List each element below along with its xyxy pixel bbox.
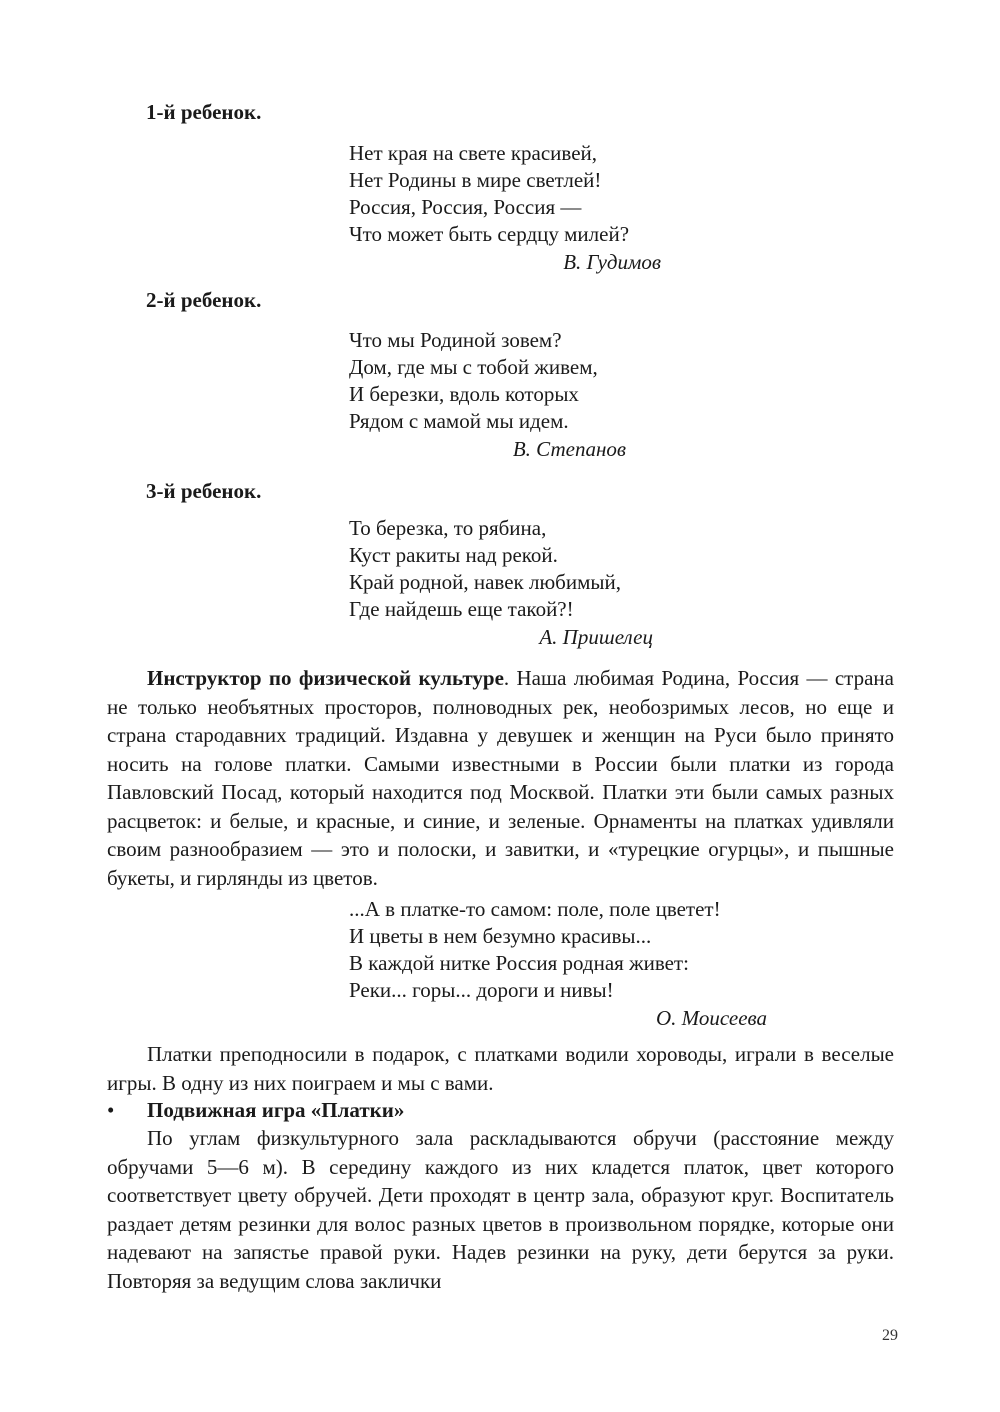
- speaker-label-1: 1-й ребенок.: [146, 100, 262, 124]
- poem-author: В. Гудимов: [563, 250, 661, 274]
- poem-line: Где найдешь еще такой?!: [349, 597, 574, 621]
- poem-line: Россия, Россия, Россия —: [349, 195, 582, 219]
- poem-line: И березки, вдоль которых: [349, 382, 579, 406]
- poem-4: [349, 896, 767, 1033]
- poem-line: Нет края на свете красивей,: [349, 141, 598, 165]
- poem-line: Что мы Родиной зовем?: [349, 328, 562, 352]
- poem-line: Край родной, навек любимый,: [349, 570, 621, 594]
- speaker-label-2: 2-й ребенок.: [146, 288, 262, 312]
- page-number: 29: [882, 1327, 898, 1344]
- poem-2: [349, 327, 626, 464]
- poem-line: ...А в платке-то самом: поле, поле цветет!: [349, 897, 721, 921]
- poem-3: [349, 515, 653, 652]
- game-heading: [107, 1096, 404, 1124]
- instructor-text: . Наша любимая Родина, Россия — страна не только необъятных просторов, полноводных рек, необозримых лесов, но еще и страна стародавних традиций. Издавна у девушек и женщин на Руси было принято носить на голове платки. Самыми известными в России были платки из города Павловский Посад, который находится под Москвой. Платки эти были самых разных расцветок: и белые, и красные, и синие, и зеленые. Орнаменты на платках удивляли своим разнообразием — это и полоски, и завитки, и «турецкие огурцы», и пышные букеты, и гирлянды из цветов.: [107, 666, 894, 890]
- poem-author: В. Степанов: [512, 437, 626, 461]
- game-description: По углам физкультурного зала раскладываются обручи (расстояние между обручами 5—6 м). В середину каждого из них кладется платок, цвет которого соответствует цвету обручей. Дети проходят в центр зала, образуют круг. Воспитатель раздает детям резинки для волос разных цветов в произвольном порядке, которые они надевают на запястье правой руки. Надев резинки на руку, дети берутся за руки. Повторяя за ведущим слова заклички: [107, 1126, 894, 1293]
- poem-line: Что может быть сердцу милей?: [349, 222, 630, 246]
- speaker-label-3: 3-й ребенок.: [146, 479, 262, 503]
- poem-author: О. Моисеева: [655, 1006, 767, 1030]
- instructor-label: Инструктор по физической культуре: [147, 666, 504, 690]
- instructor-paragraph: [107, 664, 894, 892]
- poem-line: И цветы в нем безумно красивы...: [349, 924, 652, 948]
- game-title: Подвижная игра «Платки»: [147, 1098, 405, 1122]
- poem-line: Куст ракиты над рекой.: [349, 543, 558, 567]
- poem-line: Рядом с мамой мы идем.: [349, 409, 569, 433]
- poem-line: То березка, то рябина,: [349, 516, 547, 540]
- poem-author: А. Пришелец: [539, 625, 653, 649]
- poem-line: Реки... горы... дороги и нивы!: [349, 978, 614, 1002]
- poem-line: В каждой нитке Россия родная живет:: [349, 951, 689, 975]
- gifts-paragraph: Платки преподносили в подарок, с платками водили хороводы, играли в веселые игры. В одну из них поиграем и мы с вами.: [107, 1042, 894, 1095]
- bullet-icon: •: [107, 1098, 115, 1122]
- poem-line: Нет Родины в мире светлей!: [349, 168, 602, 192]
- poem-line: Дом, где мы с тобой живем,: [349, 355, 598, 379]
- poem-1: [349, 140, 661, 277]
